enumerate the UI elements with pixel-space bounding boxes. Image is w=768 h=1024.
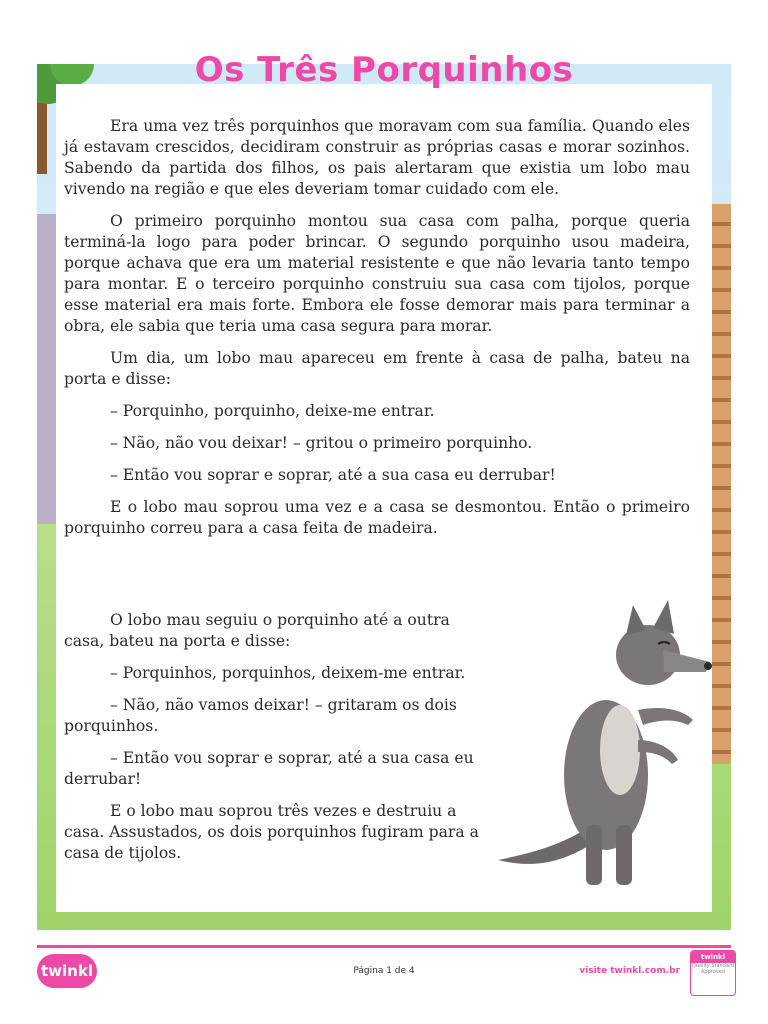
story-paragraph: O lobo mau seguiu o porquinho até a outra casa, bateu na porta e disse: [64,611,450,650]
wolf-illustration [488,600,713,895]
footer-divider [37,945,731,948]
story-paragraph: E o lobo mau soprou uma vez e a casa se desmontou. Então o primeiro porquinho correu para a casa feita de madeira. [64,498,690,537]
story-paragraph: Um dia, um lobo mau apareceu em frente à casa de palha, bateu na porta e disse: [64,349,690,388]
website-link[interactable]: visite twinkl.com.br [579,966,680,976]
story-paragraph: E o lobo mau soprou três vezes e destruiu a casa. Assustados, os dois porquinhos fugiram para a casa de tijolos. [64,802,479,862]
story-paragraph: – Porquinhos, porquinhos, deixem-me entrar. [110,664,466,682]
story-paragraph: Era uma vez três porquinhos que moravam com sua família. Quando eles já estavam crescidos, decidiram construir as próprias casas e morar sozinhos. Sabendo da partida dos filhos, os pais alertaram que existia um lobo mau vivendo na região e que eles deveriam tomar cuidado com ele. [64,117,690,198]
badge-title: twinkl [691,951,735,963]
quality-badge [690,950,736,996]
twinkl-logo: twinkl [37,954,97,988]
story-text-side [64,610,484,875]
story-paragraph: – Então vou soprar e soprar, até a sua casa eu derrubar! [110,466,556,484]
badge-text: Quality Standard Approved [691,963,735,975]
story-paragraph: O primeiro porquinho montou sua casa com palha, porque queria terminá-la logo para poder brincar. O segundo porquinho usou madeira, porque achava que era um material resistente e que não levaria tanto tempo para montar. E o terceiro porquinho construiu sua casa com tijolos, porque esse material era mais forte. Embora ele fosse demorar mais para terminar a obra, ele sabia que teria uma casa segura para morar. [64,212,690,335]
story-paragraph: – Porquinho, porquinho, deixe-me entrar. [110,402,435,420]
story-paragraph: – Então vou soprar e soprar, até a sua casa eu derrubar! [64,749,474,788]
story-paragraph: – Não, não vou deixar! – gritou o primeiro porquinho. [110,434,533,452]
page-number: Página 1 de 4 [353,966,415,976]
story-paragraph: – Não, não vamos deixar! – gritaram os dois porquinhos. [64,696,457,735]
story-text [64,116,690,550]
page-title: Os Três Porquinhos [194,50,574,90]
